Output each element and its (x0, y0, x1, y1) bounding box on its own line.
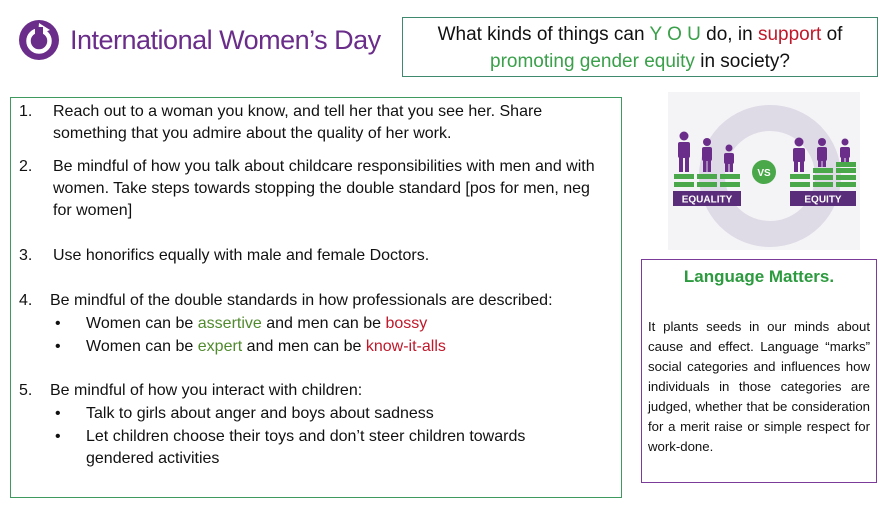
bullet-item (51, 426, 581, 470)
logo-text: International Women’s Day (70, 24, 381, 55)
question-text: What kinds of things can (437, 24, 650, 45)
bullet-highlight-red: bossy (385, 315, 428, 332)
question-support: support (757, 24, 822, 45)
iwd-logo (18, 18, 381, 62)
item-text: Reach out to a woman you know, and tell her that you see her. Share something that you admire about the quality of her work. (53, 103, 543, 142)
question-promoting: promoting gender equity (490, 51, 695, 72)
item-number: 1. (19, 103, 33, 120)
bullet-icon: • (55, 315, 61, 332)
list-item-2 (19, 156, 611, 222)
question-line-2 (403, 48, 877, 75)
language-title: Language Matters. (683, 267, 835, 286)
vs-label: VS (757, 168, 771, 179)
list-item-3 (19, 245, 611, 267)
question-text: of (821, 24, 843, 45)
item-number: 4. (19, 292, 33, 309)
item-text: Use honorifics equally with male and female Doctors. (53, 247, 430, 264)
list-item-5 (19, 380, 611, 402)
bullet-text: Let children choose their toys and don’t steer children towards gendered activities (86, 428, 526, 467)
equality-label: EQUALITY (681, 194, 733, 206)
bullet-icon: • (55, 338, 61, 355)
question-box (402, 17, 878, 77)
question-text: do, in (700, 24, 758, 45)
bullet-highlight-green: expert (197, 338, 243, 355)
bullet-item (51, 313, 601, 335)
item-text: Be mindful of the double standards in how professionals are described: (50, 292, 553, 309)
question-you: Y O U (649, 24, 701, 45)
iwd-logo-icon (18, 19, 60, 61)
bullet-text: Women can be (86, 315, 198, 332)
item-number: 5. (19, 382, 33, 399)
item-text: Be mindful of how you interact with children: (50, 382, 363, 399)
list-item-1 (19, 101, 611, 145)
language-matters-box (641, 259, 877, 483)
item-text: Be mindful of how you talk about childcare responsibilities with men and with women. Take steps towards stopping the double standard [pos for men, neg for women] (53, 158, 595, 219)
equality-equity-graphic (668, 92, 860, 250)
bullet-text: and men can be (242, 338, 366, 355)
bullet-highlight-green: assertive (197, 315, 262, 332)
bullet-text: Women can be (86, 338, 198, 355)
bullet-highlight-red: know-it-alls (365, 338, 446, 355)
item-number: 2. (19, 158, 33, 175)
bullet-text: Talk to girls about anger and boys about sadness (86, 405, 434, 422)
list-item-4 (19, 290, 611, 312)
question-line-1 (403, 21, 877, 48)
equity-label: EQUITY (804, 194, 842, 206)
bullet-icon: • (55, 405, 61, 422)
tips-list-box (10, 97, 622, 498)
bullet-item (51, 403, 601, 425)
question-text: in society? (694, 51, 790, 72)
bullet-item (51, 336, 601, 358)
item-number: 3. (19, 247, 33, 264)
bullet-text: and men can be (261, 315, 386, 332)
bullet-icon: • (55, 428, 61, 445)
language-body: It plants seeds in our minds about cause and effect. Language “marks” social categories and influences how individuals in those categories are judged, whether that be consideration for a merit raise or simple respect for work-done. (648, 319, 870, 454)
